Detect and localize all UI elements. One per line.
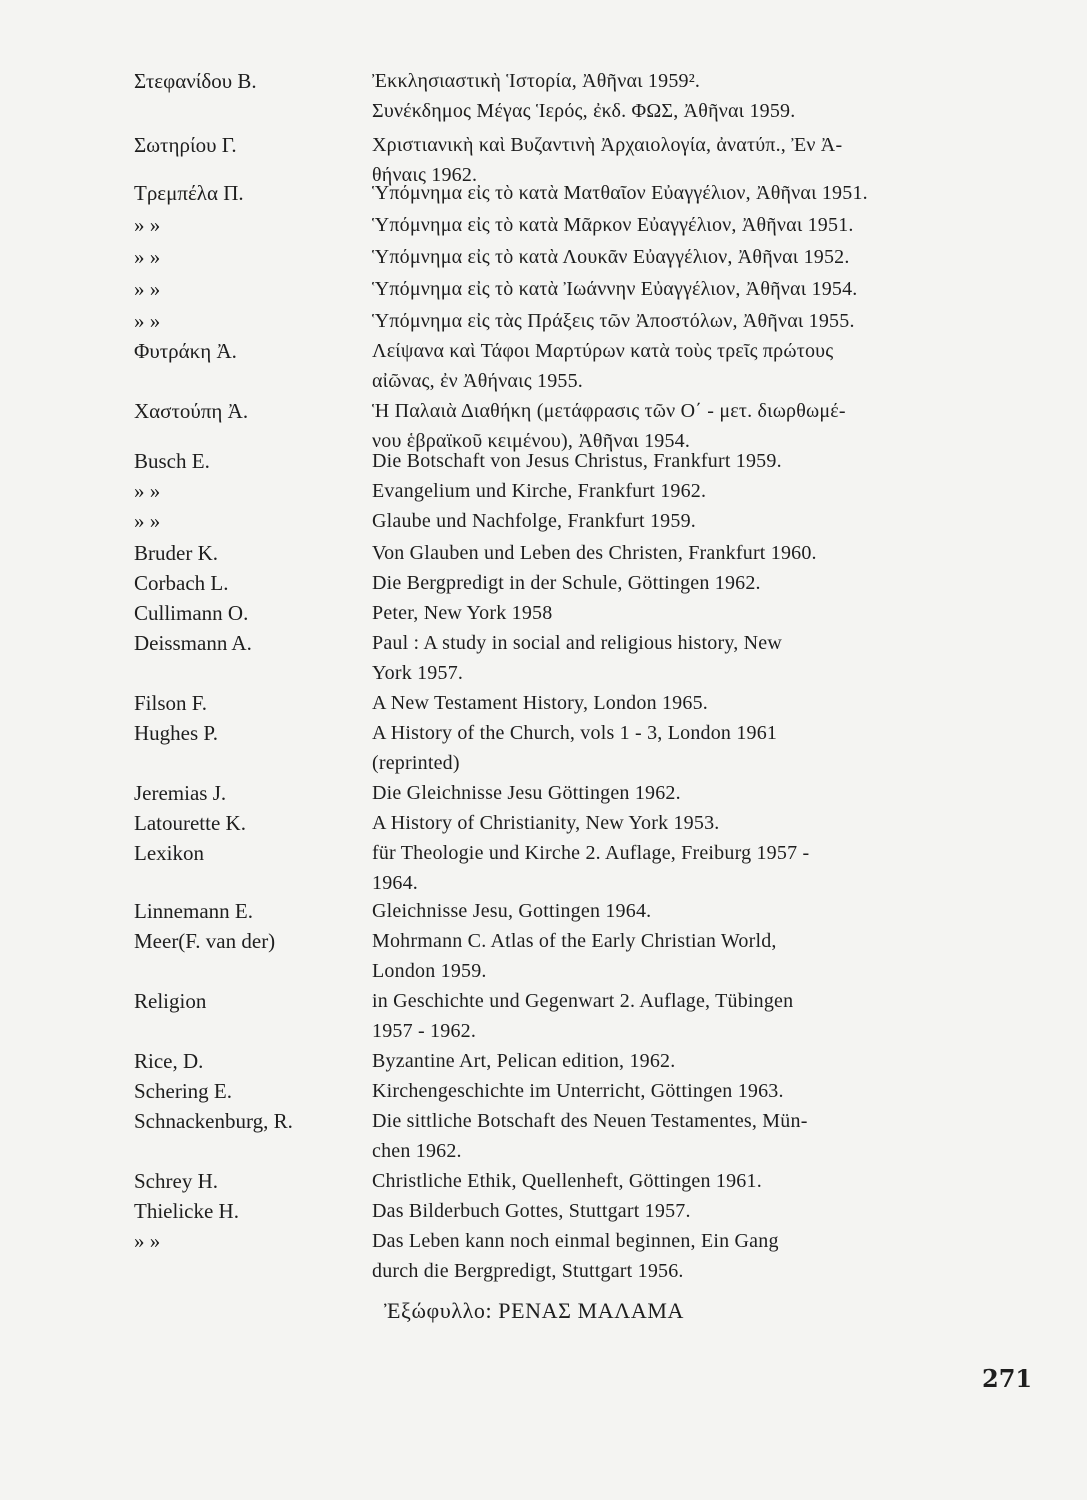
entry-title: [372, 1226, 984, 1286]
entry-title: [372, 1196, 984, 1226]
entry-author: Bruder K.: [134, 541, 218, 565]
entry-title: [372, 336, 984, 396]
entry-title: [372, 1076, 984, 1106]
entry-author: Schnackenburg, R.: [134, 1109, 293, 1133]
entry-title: [372, 986, 984, 1046]
entry-title-line: Kirchengeschichte im Unterricht, Göttingen 1963.: [372, 1080, 784, 1102]
entry-author: Latourette K.: [134, 811, 246, 835]
entry-title-line: Die Bergpredigt in der Schule, Göttingen 1962.: [372, 572, 761, 594]
entry-title-line: Λείψανα καὶ Τάφοι Μαρτύρων κατὰ τοὺς τρεῖς πρώτους: [372, 340, 834, 362]
entry-title-line: Gleichnisse Jesu, Gottingen 1964.: [372, 900, 652, 922]
entry-title-line: Ἡ Παλαιὰ Διαθήκη (μετάφρασις τῶν Ο΄ - μετ. διωρθωμέ-: [372, 400, 846, 422]
entry-title-line: A History of Christianity, New York 1953.: [372, 812, 720, 834]
entry-title-line: Peter, New York 1958: [372, 602, 553, 624]
entry-author: Meer(F. van der): [134, 929, 276, 953]
entry-title: [372, 926, 984, 986]
entry-title: [372, 688, 984, 718]
entry-title-line: Paul : A study in social and religious history, New: [372, 632, 782, 654]
entry-author: Linnemann E.: [134, 899, 253, 923]
entry-title-line: 1957 - 1962.: [372, 1020, 477, 1042]
entry-title-line: Ὑπόμνημα εἰς τὸ κατὰ Λουκᾶν Εὐαγγέλιον, Ἀθῆναι 1952.: [372, 246, 850, 268]
entry-title: [372, 66, 984, 126]
entry-author: Thielicke H.: [134, 1199, 239, 1223]
entry-title: [372, 778, 984, 808]
entry-author: » »: [134, 1229, 161, 1253]
entry-title: [372, 568, 984, 598]
entry-author: Filson F.: [134, 691, 208, 715]
entry-title-line: Die Gleichnisse Jesu Göttingen 1962.: [372, 782, 681, 804]
entry-author: Cullimann O.: [134, 601, 249, 625]
entry-title-line: Von Glauben und Leben des Christen, Frankfurt 1960.: [372, 542, 817, 564]
entry-title-line: 1964.: [372, 872, 418, 894]
entry-title-line: (reprinted): [372, 752, 460, 774]
cover-credit: Ἐξώφυλλο: ΡΕΝΑΣ ΜΑΛΑΜΑ: [384, 1298, 684, 1323]
entry-title-line: αἰῶνας, ἐν Ἀθήναις 1955.: [372, 370, 584, 392]
entry-author: Schering E.: [134, 1079, 232, 1103]
entry-title: [372, 896, 984, 926]
entry-title-line: Ἐκκλησιαστικὴ Ἱστορία, Ἀθῆναι 1959².: [372, 70, 701, 92]
entry-title-line: Das Bilderbuch Gottes, Stuttgart 1957.: [372, 1200, 691, 1222]
entry-author: Schrey H.: [134, 1169, 218, 1193]
entry-title-line: Glaube und Nachfolge, Frankfurt 1959.: [372, 510, 696, 532]
page-number: 271: [982, 1364, 1033, 1393]
entry-title-line: Ὑπόμνημα εἰς τὰς Πράξεις τῶν Ἀποστόλων, Ἀθῆναι 1955.: [372, 310, 855, 332]
entry-title: [372, 1166, 984, 1196]
entry-author: Φυτράκη Ἀ.: [134, 339, 237, 363]
entry-author: Lexikon: [134, 841, 204, 865]
entry-title: [372, 242, 984, 272]
entry-author: Χαστούπη Ἀ.: [134, 399, 249, 423]
entry-title-line: York 1957.: [372, 662, 464, 684]
entry-title: [372, 1046, 984, 1076]
entry-title-line: Die sittliche Botschaft des Neuen Testamentes, Mün-: [372, 1110, 808, 1132]
entry-title: [372, 1106, 984, 1166]
entry-title: [372, 306, 984, 336]
entry-title-line: in Geschichte und Gegenwart 2. Auflage, Tübingen: [372, 990, 794, 1012]
entry-author: Busch E.: [134, 449, 210, 473]
entry-author: Στεφανίδου Β.: [134, 69, 257, 93]
entry-title: [372, 274, 984, 304]
entry-author: Hughes P.: [134, 721, 219, 745]
entry-title-line: Christliche Ethik, Quellenheft, Göttingen 1961.: [372, 1170, 762, 1192]
entry-title-line: Χριστιανικὴ καὶ Βυζαντινὴ Ἀρχαιολογία, ἀνατύπ., Ἐν Ἀ-: [372, 134, 843, 156]
entry-title: [372, 178, 984, 208]
entry-title: [372, 808, 984, 838]
entry-title-line: chen 1962.: [372, 1140, 462, 1162]
entry-title-line: Das Leben kann noch einmal beginnen, Ein Gang: [372, 1230, 779, 1252]
entry-author: » »: [134, 213, 161, 237]
entry-title-line: Mohrmann C. Atlas of the Early Christian World,: [372, 930, 777, 952]
entry-title-line: νου ἑβραϊκοῦ κειμένου), Ἀθῆναι 1954.: [372, 430, 691, 452]
entry-title-line: Ὑπόμνημα εἰς τὸ κατὰ Ματθαῖον Εὐαγγέλιον, Ἀθῆναι 1951.: [372, 182, 868, 204]
entry-title-line: Ὑπόμνημα εἰς τὸ κατὰ Ἰωάννην Εὐαγγέλιον, Ἀθῆναι 1954.: [372, 278, 858, 300]
entry-author: Religion: [134, 989, 207, 1013]
entry-author: Jeremias J.: [134, 781, 227, 805]
entry-author: » »: [134, 479, 161, 503]
entry-title: [372, 538, 984, 568]
entry-author: » »: [134, 509, 161, 533]
entry-author: » »: [134, 309, 161, 333]
entry-author: » »: [134, 277, 161, 301]
entry-author: Σωτηρίου Γ.: [134, 133, 237, 157]
entry-title-line: A History of the Church, vols 1 - 3, London 1961: [372, 722, 778, 744]
entry-title: [372, 598, 984, 628]
entry-title: [372, 628, 984, 688]
entry-title: [372, 446, 984, 476]
entry-author: Rice, D.: [134, 1049, 204, 1073]
entry-title-line: London 1959.: [372, 960, 487, 982]
entry-title-line: θήναις 1962.: [372, 164, 478, 186]
entry-author: » »: [134, 245, 161, 269]
entry-title-line: Byzantine Art, Pelican edition, 1962.: [372, 1050, 676, 1072]
entry-title: [372, 506, 984, 536]
entry-title-line: Evangelium und Kirche, Frankfurt 1962.: [372, 480, 707, 502]
entry-author: Τρεμπέλα Π.: [134, 181, 244, 205]
entry-title-line: Ὑπόμνημα εἰς τὸ κατὰ Μᾶρκον Εὐαγγέλιον, Ἀθῆναι 1951.: [372, 214, 854, 236]
entry-title-line: für Theologie und Kirche 2. Auflage, Freiburg 1957 -: [372, 842, 810, 864]
entry-title-line: A New Testament History, London 1965.: [372, 692, 708, 714]
entry-author: Corbach L.: [134, 571, 229, 595]
entry-title: [372, 476, 984, 506]
entry-title-line: Die Botschaft von Jesus Christus, Frankfurt 1959.: [372, 450, 782, 472]
entry-title: [372, 210, 984, 240]
entry-title-line: durch die Bergpredigt, Stuttgart 1956.: [372, 1260, 684, 1282]
entry-title-line: Συνέκδημος Μέγας Ἱερός, ἐκδ. ΦΩΣ, Ἀθῆναι 1959.: [372, 100, 796, 122]
entry-author: Deissmann A.: [134, 631, 252, 655]
entry-title: [372, 838, 984, 898]
entry-title: [372, 718, 984, 778]
